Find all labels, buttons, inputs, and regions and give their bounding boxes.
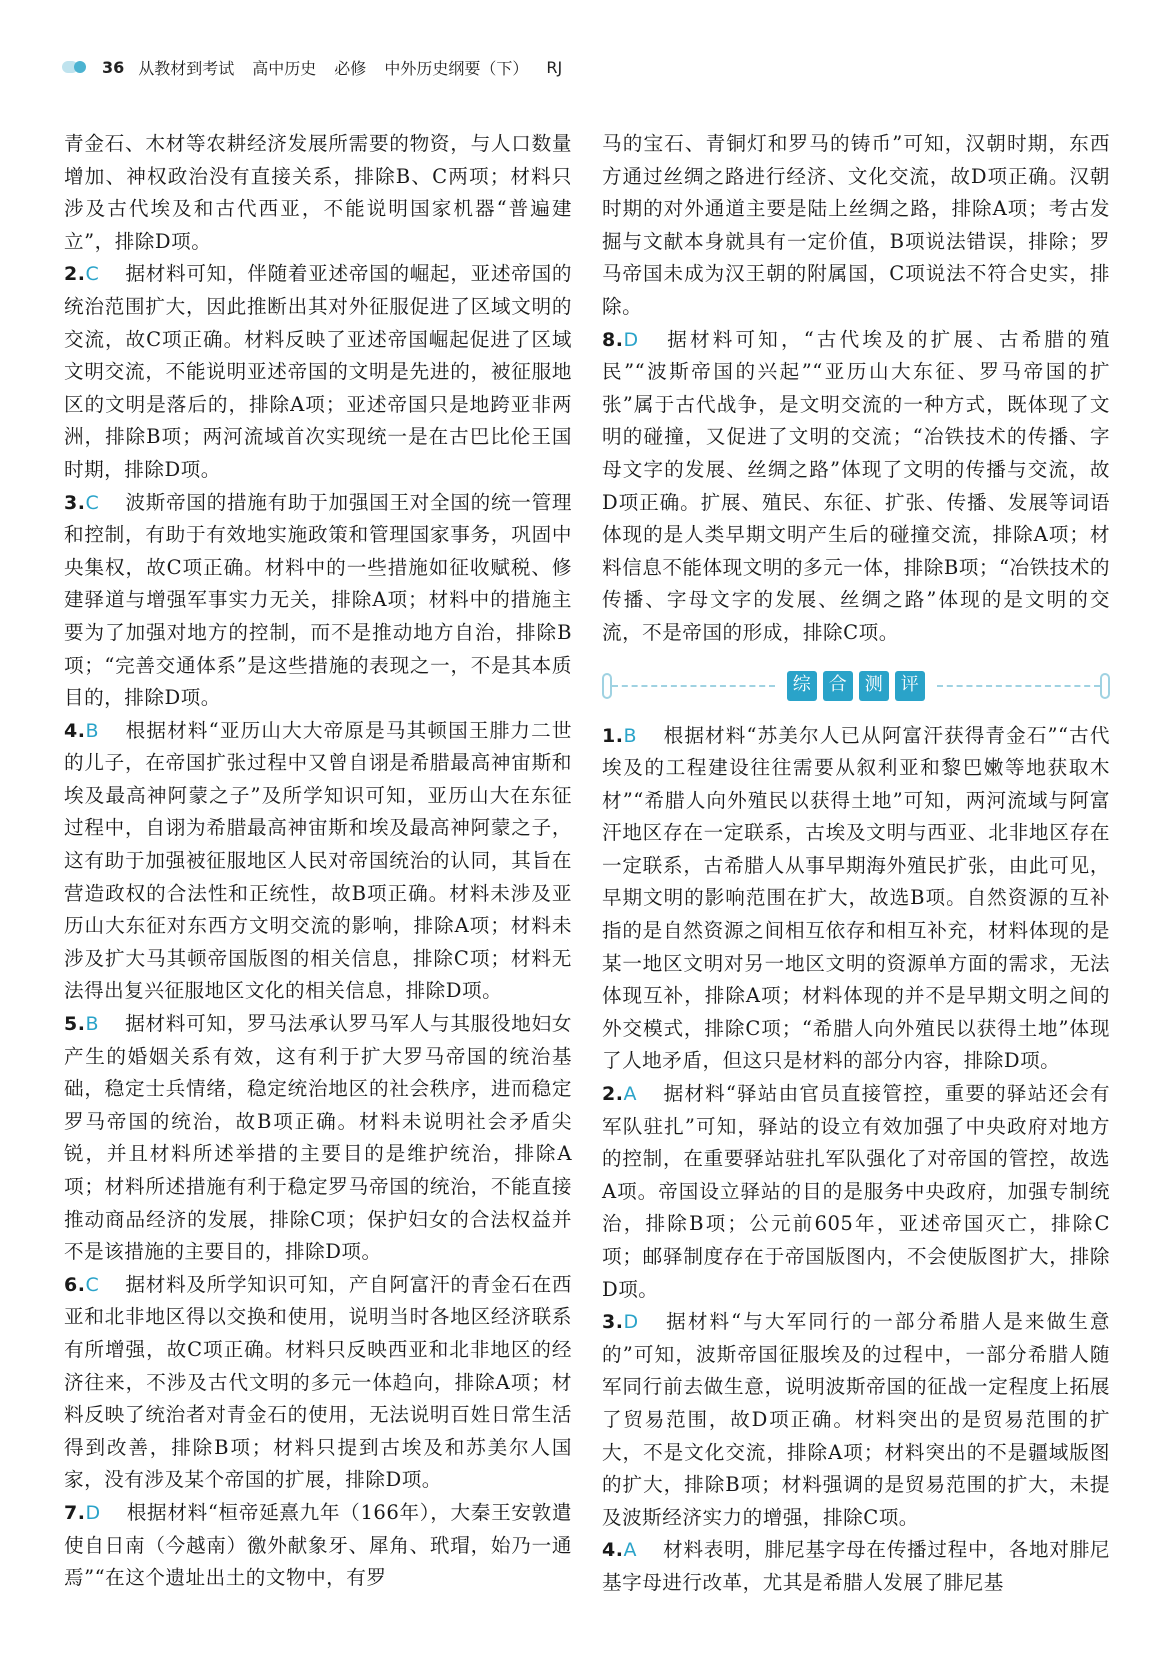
item-number: 8. xyxy=(602,328,624,351)
item-number: 1. xyxy=(602,724,624,747)
item-number: 2. xyxy=(64,263,86,286)
explanation-text: 材料表明，腓尼基字母在传播过程中，各地对腓尼基字母进行改革，尤其是希腊人发展了腓尼基 xyxy=(602,1538,1110,1594)
explanation-text: 根据材料“桓帝延熹九年（166年），大秦王安敦遣使自日南（今越南）徼外献象牙、犀角、玳瑁，始乃一通焉”“在这个遗址出土的文物中，有罗 xyxy=(64,1500,572,1590)
section-title-char: 合 xyxy=(823,671,853,701)
divider-cap-icon xyxy=(602,673,612,699)
section-title-char: 评 xyxy=(895,671,925,701)
explanation-text: 波斯帝国的措施有助于加强国王对全国的统一管理和控制，有助于有效地实施政策和管理国家事务，巩固中央集权，故C项正确。材料中的一些措施如征收赋税、修建驿道与增强军事实力无关，排除A项；材料中的措施主要为了加强对地方的控制，而不是推动地方自治，排除B项；“完善交通体系”是这些措施的表现之一，不是其本质目的，排除D项。 xyxy=(64,490,572,710)
header-decoration-icon xyxy=(62,61,86,73)
test-item-3 xyxy=(602,1306,1110,1534)
explanation-text: 根据材料“亚历山大大帝原是马其顿国王腓力二世的儿子，在帝国扩张过程中又曾自诩是希腊最高神宙斯和埃及最高神阿蒙之子”及所学知识可知，亚历山大在东征过程中，自诩为希腊最高神宙斯和埃及最高神阿蒙之子，这有助于加强被征服地区人民对帝国统治的认同，其旨在营造政权的合法性和正统性，故B项正确。材料未涉及亚历山大东征对东西方文明交流的影响，排除A项；材料未涉及扩大马其顿帝国版图的相关信息，排除C项；材料无法得出复兴征服地区文化的相关信息，排除D项。 xyxy=(64,718,572,1003)
answer-item-4 xyxy=(64,715,572,1008)
item-number: 4. xyxy=(602,1539,624,1562)
test-item-1 xyxy=(602,720,1110,1079)
continuation-text: 马的宝石、青铜灯和罗马的铸币”可知，汉朝时期，东西方通过丝绸之路进行经济、文化交流，故D项正确。汉朝时期的对外通道主要是陆上丝绸之路，排除A项；考古发掘与文献本身就具有一定价值，B项说法错误，排除；罗马帝国未成为汉王朝的附属国，C项说法不符合史实，排除。 xyxy=(602,132,1110,318)
divider-line xyxy=(612,685,775,687)
book-title: 中外历史纲要（下） xyxy=(384,58,529,78)
answer-letter: D xyxy=(623,1311,639,1334)
answer-item-5 xyxy=(64,1008,572,1269)
item-number: 2. xyxy=(602,1083,624,1106)
explanation-text: 据材料及所学知识可知，产自阿富汗的青金石在西亚和北非地区得以交换和使用，说明当时各地区经济联系有所增强，故C项正确。材料只反映西亚和北非地区的经济往来，不涉及古代文明的多元一体趋向，排除A项；材料反映了统治者对青金石的使用，无法说明百姓日常生活得到改善，排除B项；材料只提到古埃及和苏美尔人国家，没有涉及某个帝国的扩展，排除D项。 xyxy=(64,1272,572,1492)
section-title-char: 测 xyxy=(859,671,889,701)
item-number: 5. xyxy=(64,1013,86,1036)
section-title-char: 综 xyxy=(787,671,817,701)
explanation-text: 据材料“驿站由官员直接管控，重要的驿站还会有军队驻扎”可知，驿站的设立有效加强了中央政府对地方的控制，在重要驿站驻扎军队强化了对帝国的管控，故选A项。帝国设立驿站的目的是服务中央政府，加强专制统治，排除B项；公元前605年，亚述帝国灭亡，排除C项；邮驿制度存在于帝国版图内，不会使版图扩大，排除D项。 xyxy=(602,1082,1110,1301)
left-column xyxy=(64,128,572,1595)
answer-letter: B xyxy=(85,1013,99,1036)
answer-item-3 xyxy=(64,487,572,715)
answer-letter: D xyxy=(85,1501,101,1524)
item-number: 4. xyxy=(64,719,86,742)
continuation-text: 青金石、木材等农耕经济发展所需要的物资，与人口数量增加、神权政治没有直接关系，排除B、C两项；材料只涉及古代埃及和古代西亚，不能说明国家机器“普遍建立”，排除D项。 xyxy=(64,132,572,253)
item-number: 3. xyxy=(602,1311,624,1334)
answer-letter: A xyxy=(623,1539,637,1562)
right-column xyxy=(602,128,1110,1600)
answer-item-8 xyxy=(602,324,1110,650)
answer-letter: A xyxy=(623,1083,637,1106)
answer-letter: C xyxy=(85,1273,100,1296)
explanation-text: 据材料可知，罗马法承认罗马军人与其服役地妇女产生的婚姻关系有效，这有利于扩大罗马帝国的统治基础，稳定士兵情绪，稳定统治地区的社会秩序，进而稳定罗马帝国的统治，故B项正确。材料未说明社会矛盾尖锐，并且材料所述举措的主要目的是维护统治，排除A项；材料所述措施有利于稳定罗马帝国的统治，不能直接推动商品经济的发展，排除C项；保护妇女的合法权益并不是该措施的主要目的，排除D项。 xyxy=(64,1012,572,1264)
test-item-2 xyxy=(602,1078,1110,1306)
answer-letter: C xyxy=(85,491,100,514)
answer-letter: D xyxy=(623,328,639,351)
explanation-text: 据材料可知，伴随着亚述帝国的崛起，亚述帝国的统治范围扩大，因此推断出其对外征服促进了区域文明的交流，故C项正确。材料反映了亚述帝国崛起促进了区域文明交流，不能说明亚述帝国的文明是先进的，被征服地区的文明是落后的，排除A项；亚述帝国只是地跨亚非两洲，排除B项；两河流域首次实现统一是在古巴比伦王国时期，排除D项。 xyxy=(64,262,572,481)
answer-letter: C xyxy=(85,263,100,286)
type-label: 必修 xyxy=(334,58,367,78)
page-header xyxy=(62,54,570,80)
answer-item-6 xyxy=(64,1269,572,1497)
edition-label: RJ xyxy=(546,57,563,77)
answer-letter: B xyxy=(85,719,99,742)
item-number: 6. xyxy=(64,1273,86,1296)
section-heading-comprehensive-test xyxy=(602,666,1110,706)
series-title: 从教材到考试 xyxy=(138,58,235,78)
explanation-text: 根据材料“苏美尔人已从阿富汗获得青金石”“古代埃及的工程建设往往需要从叙利亚和黎巴嫩等地获取木材”“希腊人向外殖民以获得土地”可知，两河流域与阿富汗地区存在一定联系，古埃及文明与西亚、北非地区存在一定联系，古希腊人从事早期海外殖民扩张，由此可见，早期文明的影响范围在扩大，故选B项。自然资源的互补指的是自然资源之间相互依存和相互补充，材料体现的是某一地区文明对另一地区文明的资源单方面的需求，无法体现互补，排除A项；材料体现的并不是早期文明之间的外交模式，排除C项；“希腊人向外殖民以获得土地”体现了人地矛盾，但这只是材料的部分内容，排除D项。 xyxy=(602,723,1110,1073)
explanation-text: 据材料可知，“古代埃及的扩展、古希腊的殖民”“波斯帝国的兴起”“亚历山大东征、罗马帝国的扩张”属于古代战争，是文明交流的一种方式，既体现了文明的碰撞，又促进了文明的交流；“冶铁技术的传播、字母文字的发展、丝绸之路”体现了文明的传播与交流，故D项正确。扩展、殖民、东征、扩张、传播、发展等词语体现的是人类早期文明产生后的碰撞交流，排除A项；材料信息不能体现文明的多元一体，排除B项；“冶铁技术的传播、字母文字的发展、丝绸之路”体现的是文明的交流，不是帝国的形成，排除C项。 xyxy=(602,327,1110,644)
divider-line xyxy=(937,685,1100,687)
page-number: 36 xyxy=(102,57,125,77)
divider-cap-icon xyxy=(1100,673,1110,699)
item-number: 3. xyxy=(64,491,86,514)
answer-item-7 xyxy=(64,1497,572,1595)
item-number: 7. xyxy=(64,1501,86,1524)
level-label: 高中历史 xyxy=(252,58,317,78)
explanation-text: 据材料“与大军同行的一部分希腊人是来做生意的”可知，波斯帝国征服埃及的过程中，一部分希腊人随军同行前去做生意，说明波斯帝国的征战一定程度上拓展了贸易范围，故D项正确。材料突出的是贸易范围的扩大，不是文化交流，排除A项；材料突出的不是疆域版图的扩大，排除B项；材料强调的是贸易范围的扩大，未提及波斯经济实力的增强，排除C项。 xyxy=(602,1310,1110,1529)
answer-item-2 xyxy=(64,258,572,486)
answer-letter: B xyxy=(623,724,637,747)
test-item-4 xyxy=(602,1534,1110,1599)
